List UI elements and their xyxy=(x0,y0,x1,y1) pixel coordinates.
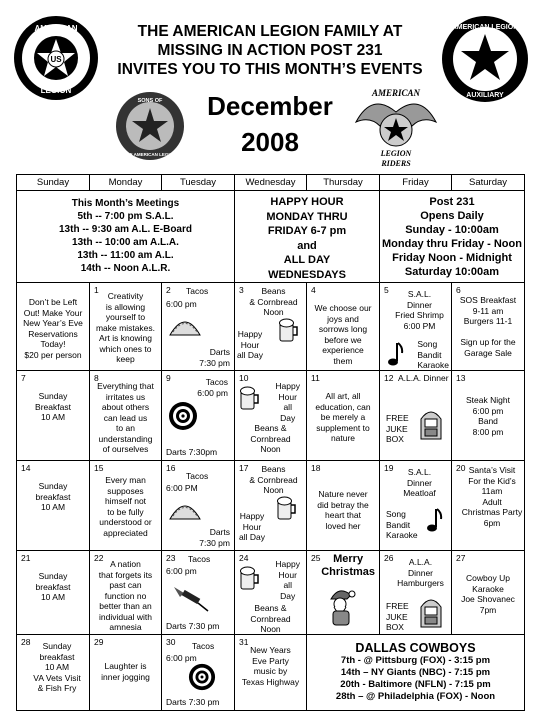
day-cell-7 xyxy=(17,371,90,461)
day-number: 8 xyxy=(94,373,99,383)
day-number: 23 xyxy=(166,553,176,563)
day-number: 11 xyxy=(311,373,320,383)
day-number: 12 xyxy=(384,373,394,383)
weekday-wednesday: Wednesday xyxy=(235,175,307,191)
riders-top-text: AMERICAN xyxy=(371,88,421,98)
tacos-label: Tacos xyxy=(186,286,209,296)
cowboys-game: 7th - @ Pittsburg (FOX) - 3:15 pm xyxy=(340,655,491,666)
darts-text: Darts 7:30 pm xyxy=(199,347,230,368)
day-cell-28 xyxy=(17,635,90,711)
music-note-icon xyxy=(386,341,404,371)
legion-riders-emblem-icon xyxy=(352,82,440,170)
beans-text: Beans & Cornbread Noon xyxy=(249,464,298,495)
day-cell-14 xyxy=(17,461,90,551)
week-row-5 xyxy=(17,635,525,711)
cowboys-game: 28th – @ Philadelphia (FOX) - Noon xyxy=(335,691,496,702)
day-number: 6 xyxy=(456,285,461,295)
day-cell-20 xyxy=(452,461,525,551)
breakfast-text: Sunday Breakfast 10 AM xyxy=(35,391,71,422)
auxiliary-top-text: AMERICAN LEGION xyxy=(451,24,519,31)
tacos-label: Tacos xyxy=(192,641,215,651)
sal-dinner-text: S.A.L. Dinner Meatloaf xyxy=(403,467,436,498)
day-cell-26 xyxy=(380,551,452,635)
day-number: 4 xyxy=(311,285,316,295)
legion-top-text: AMERICAN xyxy=(34,24,78,33)
day-number: 25 xyxy=(311,553,321,563)
day-cell-25 xyxy=(307,551,380,635)
karaoke-event-text: Cowboy Up Karaoke Joe Shovanec 7pm xyxy=(461,573,515,615)
day-cell-5 xyxy=(380,283,452,371)
karaoke-text: Song Bandit Karaoke xyxy=(386,509,418,540)
beer-mug-icon xyxy=(276,495,298,526)
day-number: 19 xyxy=(384,463,394,473)
darts-text: Darts 7:30pm xyxy=(166,446,218,457)
breakfast-text: Sunday breakfast 10 AM xyxy=(35,571,71,602)
sons-of-legion-emblem-icon xyxy=(114,90,186,162)
title-line-2: MISSING IN ACTION POST 231 xyxy=(157,42,383,59)
info-row xyxy=(17,191,525,283)
quote-text: Nature never did betray the heart that loved her xyxy=(317,489,369,531)
steak-night-text: Steak Night 6:00 pm Band 8:00 pm xyxy=(466,395,510,437)
quote-text: A nation that forgets its past can function no better than an individual with amnesia xyxy=(98,559,153,632)
tacos-time: 6:00 pm xyxy=(166,299,197,309)
reservations-text: Don’t be Left Out! Make Your New Year’s Eve Reservations Today! $20 per person xyxy=(23,297,83,360)
day-cell-23 xyxy=(162,551,235,635)
flyer-header xyxy=(0,0,540,176)
new-years-party-text: New Years Eve Party music by Texas Highway xyxy=(241,645,300,687)
day-cell-8 xyxy=(90,371,162,461)
day-cell-1 xyxy=(90,283,162,371)
happy-hour-text: Happy Hour all Day xyxy=(275,559,300,601)
jukebox-icon xyxy=(419,595,443,634)
merry-christmas-text: Merry Christmas xyxy=(321,553,375,578)
beer-mug-icon xyxy=(239,385,261,416)
day-number: 14 xyxy=(21,463,31,473)
saturday-events-text: SOS Breakfast 9-11 am Burgers 11-1 Sign up for the Garage Sale xyxy=(459,295,517,358)
weekday-monday: Monday xyxy=(90,175,162,191)
day-number: 16 xyxy=(166,463,176,473)
ala-dinner-text: A.L.A. Dinner xyxy=(398,373,449,383)
day-cell-29 xyxy=(90,635,162,711)
weekday-friday: Friday xyxy=(380,175,452,191)
day-cell-31 xyxy=(235,635,307,711)
happy-hour-text: Happy Hour all Day xyxy=(239,511,265,542)
day-cell-16 xyxy=(162,461,235,551)
day-number: 18 xyxy=(311,463,321,473)
tacos-time: 6:00 pm xyxy=(166,653,197,663)
riders-mid-text: LEGION xyxy=(380,149,412,158)
day-cell-10 xyxy=(235,371,307,461)
tacos-label: Tacos xyxy=(188,554,211,564)
darts-text: Darts 7:30 pm xyxy=(166,696,220,707)
day-number: 21 xyxy=(21,553,31,563)
happy-hour-text: Happy Hour all Day xyxy=(237,329,263,360)
weekday-thursday: Thursday xyxy=(307,175,380,191)
legion-bottom-text: LEGION xyxy=(40,86,72,95)
breakfast-text: Sunday breakfast 10 AM xyxy=(35,481,71,512)
taco-icon xyxy=(168,501,202,526)
legion-auxiliary-emblem-icon xyxy=(440,14,530,104)
happy-hour-text: HAPPY HOUR MONDAY THRU FRIDAY 6-7 pm and ALL DAY WEDNESDAYS xyxy=(266,196,348,281)
tacos-label: Tacos xyxy=(186,471,209,481)
calendar-grid xyxy=(16,174,525,711)
jukebox-text: FREE JUKE BOX xyxy=(386,601,409,632)
beer-mug-icon xyxy=(278,317,300,348)
happy-hour-cell xyxy=(235,191,380,283)
jukebox-text: FREE JUKE BOX xyxy=(386,413,409,444)
santa-icon xyxy=(325,585,359,634)
day-number: 1 xyxy=(94,285,99,295)
weekday-tuesday: Tuesday xyxy=(162,175,235,191)
day-cell-18 xyxy=(307,461,380,551)
tacos-time: 6:00 pm xyxy=(166,566,197,576)
dartboard-icon xyxy=(188,663,216,696)
happy-hour-text: Happy Hour all Day xyxy=(275,381,300,423)
day-number: 7 xyxy=(21,373,26,383)
cowboys-game: 14th – NY Giants (NBC) - 7:15 pm xyxy=(340,667,491,678)
day-cell-4 xyxy=(307,283,380,371)
breakfast-text: Sunday breakfast 10 AM VA Vets Visit & Fish Fry xyxy=(33,641,81,693)
dart-icon xyxy=(172,583,210,618)
day-cell-6 xyxy=(452,283,525,371)
day-cell-24 xyxy=(235,551,307,635)
weekday-sunday: Sunday xyxy=(17,175,90,191)
day-cell-19 xyxy=(380,461,452,551)
day-cell-22 xyxy=(90,551,162,635)
sal-bottom-text: THE AMERICAN LEGION xyxy=(123,152,177,157)
weekday-saturday: Saturday xyxy=(452,175,525,191)
day-cell-3 xyxy=(235,283,307,371)
week-row-2 xyxy=(17,371,525,461)
day-number: 5 xyxy=(384,285,389,295)
day-cell-30 xyxy=(162,635,235,711)
cowboys-game: 20th - Baltimore (NFLN) - 7:15 pm xyxy=(340,679,491,690)
monthly-meetings-cell xyxy=(17,191,235,283)
day-number: 30 xyxy=(166,637,176,647)
day-cell-2 xyxy=(162,283,235,371)
day-number: 22 xyxy=(94,553,104,563)
flyer-title xyxy=(100,22,440,79)
week-row-4 xyxy=(17,551,525,635)
title-line-1: THE AMERICAN LEGION FAMILY AT xyxy=(137,23,403,40)
day-number: 31 xyxy=(239,637,249,647)
post-hours-text: Post 231 Opens Daily Sunday - 10:00am Monday thru Friday - Noon Friday Noon - Midnight Saturday 10:00am xyxy=(382,196,522,278)
riders-bottom-text: RIDERS xyxy=(381,159,411,168)
dartboard-icon xyxy=(168,401,198,436)
day-number: 2 xyxy=(166,285,171,295)
day-cell-15 xyxy=(90,461,162,551)
american-legion-emblem-icon xyxy=(12,14,100,102)
cowboys-title: DALLAS COWBOYS xyxy=(355,641,476,655)
day-number: 20 xyxy=(456,463,466,473)
day-number: 26 xyxy=(384,553,394,563)
quote-text: Laughter is inner jogging xyxy=(101,661,150,682)
day-number: 27 xyxy=(456,553,466,563)
quote-text: Creativity is allowing yourself to make mistakes. Art is knowing which ones to keep xyxy=(95,291,156,364)
jukebox-icon xyxy=(419,407,443,446)
taco-icon xyxy=(168,317,202,342)
day-cell-empty xyxy=(17,283,90,371)
day-cell-17 xyxy=(235,461,307,551)
quote-text: We choose our joys and sorrows long before we experience them xyxy=(314,303,372,366)
day-cell-27 xyxy=(452,551,525,635)
sal-dinner-text: S.A.L. Dinner Fried Shrimp 6:00 PM xyxy=(395,289,444,331)
day-cell-21 xyxy=(17,551,90,635)
day-cell-9 xyxy=(162,371,235,461)
monthly-meetings-text: This Month’s Meetings 5th -- 7:00 pm S.A.L. 13th -- 9:30 am A.L. E-Board 13th -- 10:00 am A.L.A. 13th -- 11:00 am A.L. 14th -- Noon A.L.R. xyxy=(59,198,192,274)
auxiliary-bottom-text: AUXILIARY xyxy=(466,92,504,99)
dallas-cowboys-cell xyxy=(307,635,525,711)
weekday-header-row xyxy=(17,175,525,191)
week-row-1 xyxy=(17,283,525,371)
day-number: 10 xyxy=(239,373,249,383)
tacos-time: 6:00 PM xyxy=(166,483,198,493)
beer-mug-icon xyxy=(239,565,261,596)
day-number: 13 xyxy=(456,373,466,383)
post-hours-cell xyxy=(380,191,525,283)
ala-dinner-text: A.L.A. Dinner Hamburgers xyxy=(397,557,444,588)
day-cell-12 xyxy=(380,371,452,461)
day-number: 28 xyxy=(21,637,31,647)
beans-text: Beans & Cornbread Noon xyxy=(250,603,291,634)
sal-top-text: SONS OF xyxy=(137,98,163,104)
beans-text: Beans & Cornbread Noon xyxy=(250,423,291,454)
month-title: December xyxy=(207,91,333,121)
tacos-text: Tacos 6:00 pm xyxy=(197,377,228,398)
darts-text: Darts 7:30 pm xyxy=(166,620,220,631)
quote-text: All art, all education, can be merely a supplement to nature xyxy=(315,391,371,443)
quote-text: Every man supposes himself not to be fully understood or appreciated xyxy=(99,475,152,538)
title-line-3: INVITES YOU TO THIS MONTH’S EVENTS xyxy=(117,61,423,78)
week-row-3 xyxy=(17,461,525,551)
day-number: 15 xyxy=(94,463,104,473)
day-number: 29 xyxy=(94,637,104,647)
karaoke-text: Song Bandit Karaoke xyxy=(417,339,449,370)
day-number: 3 xyxy=(239,285,244,295)
music-note-icon xyxy=(425,507,443,538)
darts-text: Darts 7:30 pm xyxy=(199,527,230,548)
day-number: 24 xyxy=(239,553,249,563)
day-number: 17 xyxy=(239,463,249,473)
day-cell-11 xyxy=(307,371,380,461)
santa-visit-text: Santa’s Visit For the Kid’s 11am Adult Christmas Party 6pm xyxy=(461,465,523,528)
beans-text: Beans & Cornbread Noon xyxy=(249,286,298,317)
year-title: 2008 xyxy=(241,127,299,157)
day-cell-13 xyxy=(452,371,525,461)
quote-text: Everything that irritates us about others can lead us to an understanding of ourselves xyxy=(97,381,154,454)
legion-center-text: US xyxy=(50,55,62,64)
day-number: 9 xyxy=(166,373,171,383)
